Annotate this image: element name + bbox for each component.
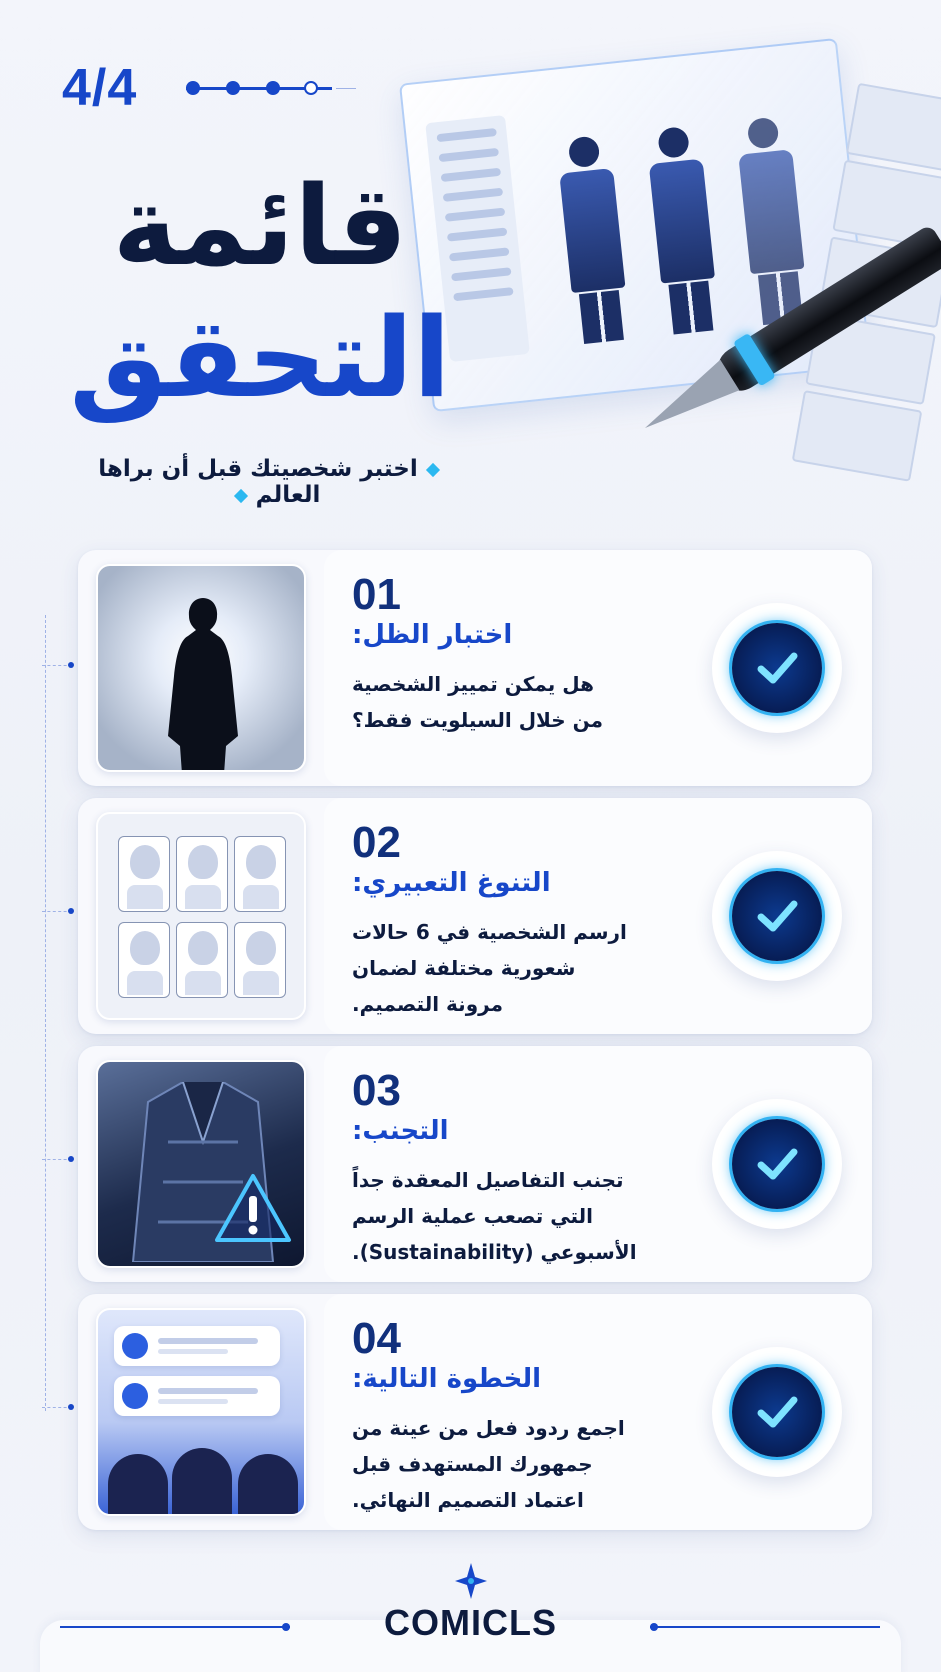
- checklist-item: [78, 550, 872, 786]
- item-description: اجمع ردود فعل من عينة من جمهورك المستهدف قبل اعتماد التصميم النهائي.: [352, 1416, 625, 1512]
- check-toggle[interactable]: [712, 851, 842, 981]
- item-description: تجنب التفاصيل المعقدة جداً التي تصعب عملية الرسم الأسبوعي (Sustainability).: [352, 1168, 637, 1264]
- brand-logo: COMICLS: [384, 1602, 557, 1643]
- expressions-sheet-image: [96, 812, 306, 1020]
- item-heading: اختبار الظل:: [352, 620, 513, 650]
- warning-icon: [213, 1172, 293, 1244]
- checklist-item: [78, 1294, 872, 1530]
- item-heading: الخطوة التالية:: [352, 1364, 542, 1394]
- progress-dots: [186, 78, 356, 98]
- user-avatar-icon: [122, 1333, 148, 1359]
- item-heading: التنوغ التعبيري:: [352, 868, 551, 898]
- checkmark-icon: [754, 645, 800, 691]
- brand-star-icon: [455, 1563, 487, 1599]
- check-toggle[interactable]: [712, 603, 842, 733]
- footer: [0, 1560, 941, 1672]
- item-number: 01: [352, 570, 401, 619]
- checklist: [78, 550, 872, 1542]
- chat-bubble: [114, 1376, 280, 1416]
- item-number: 04: [352, 1314, 401, 1363]
- check-toggle[interactable]: [712, 1099, 842, 1229]
- item-description: ارسم الشخصية في 6 حالات شعورية مختلفة لضمان مرونة التصميم.: [352, 920, 627, 1016]
- checkmark-icon: [754, 893, 800, 939]
- user-avatar-icon: [122, 1383, 148, 1409]
- page-title: قائمة التحقق: [69, 162, 451, 422]
- item-description: هل يمكن تمييز الشخصية من خلال السيلويت فقط؟: [352, 672, 603, 732]
- checklist-item: [78, 1046, 872, 1282]
- item-number: 03: [352, 1066, 401, 1115]
- chat-bubble: [114, 1326, 280, 1366]
- checklist-item: [78, 798, 872, 1034]
- detailed-costume-image: [96, 1060, 306, 1268]
- page-indicator: 4/4: [62, 59, 138, 117]
- audience-feedback-image: [96, 1308, 306, 1516]
- diamond-bullet-icon: [234, 488, 248, 502]
- item-number: 02: [352, 818, 401, 867]
- timeline-rail: [42, 615, 72, 1415]
- item-heading: التجنب:: [352, 1116, 449, 1146]
- check-toggle[interactable]: [712, 1347, 842, 1477]
- diamond-bullet-icon: [426, 462, 440, 476]
- checkmark-icon: [754, 1141, 800, 1187]
- subtitle: اختبر شخصيتك قبل أن براها العالم: [68, 456, 478, 508]
- silhouette-image: [96, 564, 306, 772]
- checkmark-icon: [754, 1389, 800, 1435]
